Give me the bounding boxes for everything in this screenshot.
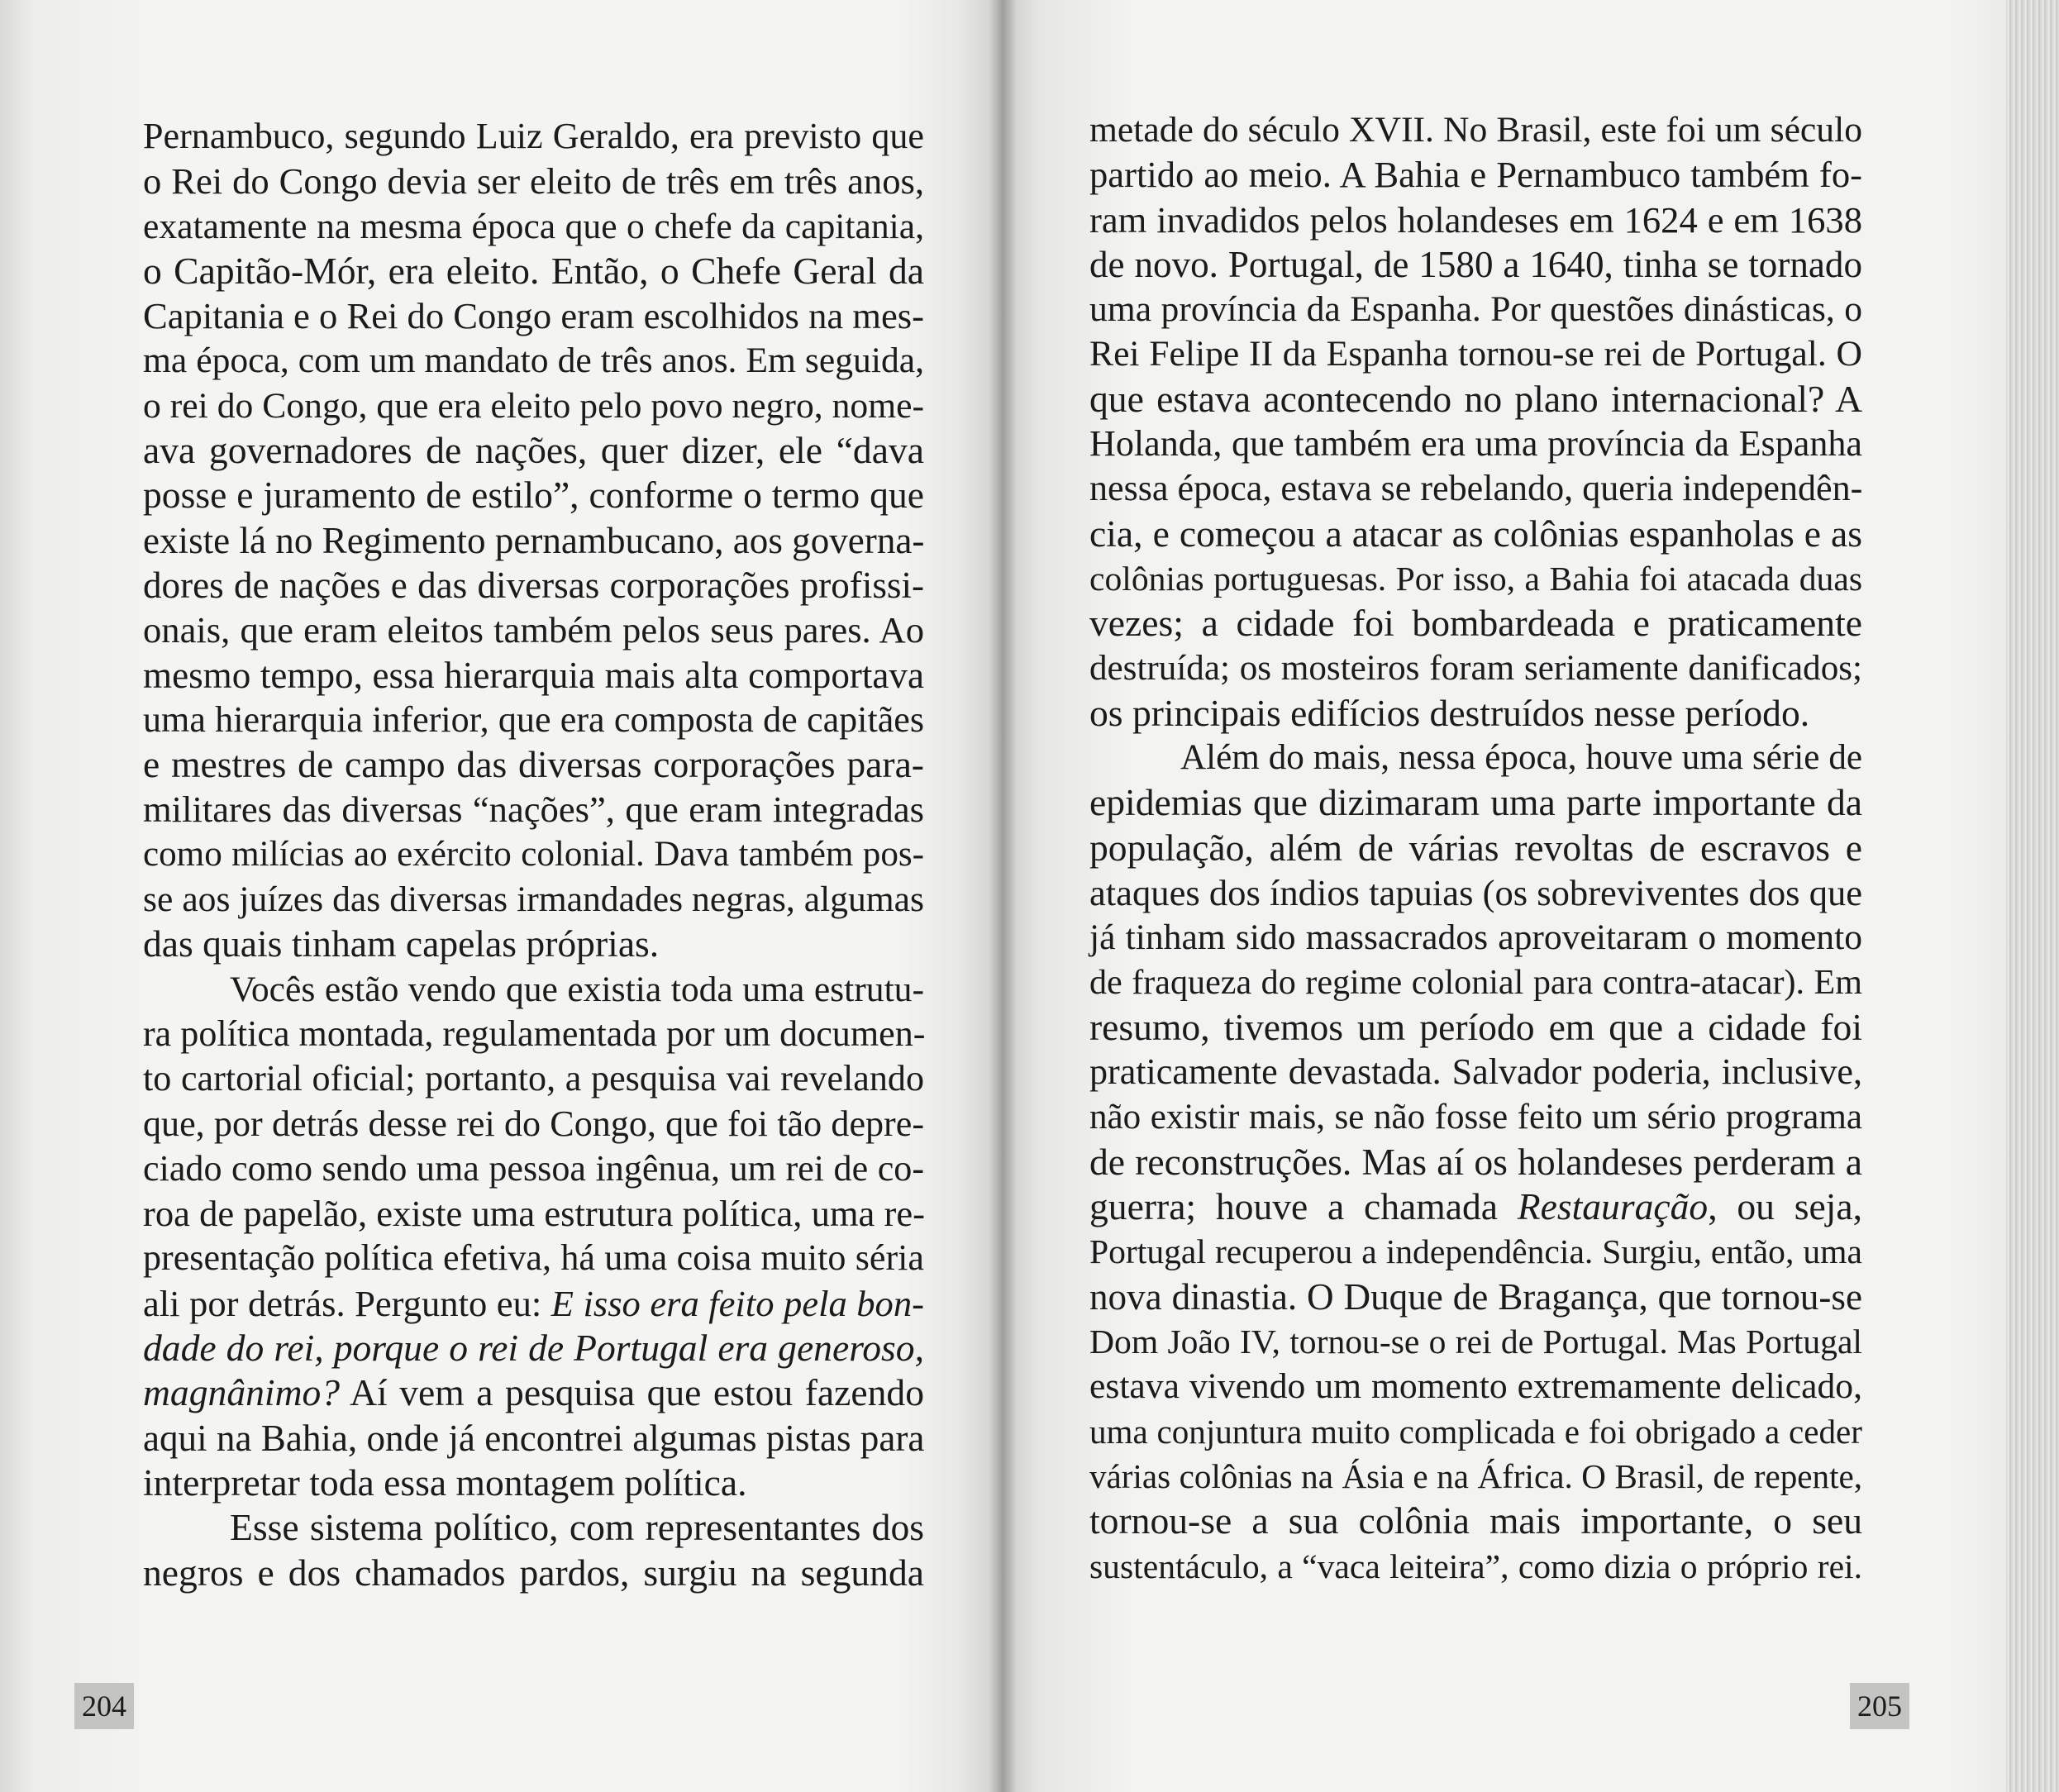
left-page [0,0,1002,1792]
text-line: estava vivendo um momento extremamente delicado, [1089,1366,1862,1407]
text-line: já tinham sido massacrados aproveitaram o momento [1089,917,1862,958]
text-line: uma hierarquia inferior, que era composta de capitães [143,698,924,740]
text-line: de reconstruções. Mas aí os holandeses perderam a [1089,1140,1862,1183]
text-line [143,1281,924,1326]
text-line: Esse sistema político, com representantes dos [230,1506,924,1549]
text-line: aqui na Bahia, onde já encontrei algumas pistas para [143,1417,925,1459]
text-line: o rei do Congo, que era eleito pelo povo negro, nome- [143,385,924,426]
text-line: Holanda, que também era uma província da Espanha [1089,423,1862,465]
italic-text: Restauração [1517,1185,1709,1228]
text-line: negros e dos chamados pardos, surgiu na segunda [143,1551,924,1594]
text-line [1089,1184,1862,1229]
text-line: tornou-se a sua colônia mais importante, o seu [1089,1499,1862,1542]
text-line: militares das diversas “nações”, que eram integradas [143,789,924,831]
page-number: 204 [74,1683,134,1729]
text-line: Portugal recuperou a independência. Surgiu, então, uma [1089,1232,1862,1271]
text-line: ataques dos índios tapuias (os sobreviventes dos que [1089,872,1863,914]
text-line: praticamente devastada. Salvador poderia, inclusive, [1089,1051,1862,1093]
text-line: de fraqueza do regime colonial para contra-atacar). Em [1089,962,1862,1002]
italic-text: dade do rei, porque o rei de Portugal era generoso, [143,1327,924,1370]
text-line: dores de nações e das diversas corporações profissi- [143,564,924,606]
text-line: ma época, com um mandato de três anos. Em seguida, [143,341,924,381]
text-line: de novo. Portugal, de 1580 a 1640, tinha se tornado [1089,243,1862,285]
text-line: Capitania e o Rei do Congo eram escolhidos na mes- [143,295,924,337]
text-line: uma província da Espanha. Por questões dinásticas, o [1089,289,1862,330]
text-line: Vocês estão vendo que existia toda uma estrutu- [230,969,924,1009]
text-line: exatamente na mesma época que o chefe da capitania, [143,206,924,246]
text-line: ra política montada, regulamentada por um documen- [143,1013,926,1054]
text-line: roa de papelão, existe uma estrutura política, uma re- [143,1193,925,1235]
text-line: epidemias que dizimaram uma parte importante da [1089,781,1862,824]
text-line: mesmo tempo, essa hierarquia mais alta comportava [143,654,924,696]
text-line: resumo, tivemos um período em que a cidade foi [1089,1005,1862,1048]
page-number: 205 [1850,1683,1909,1729]
text-line: to cartorial oficial; portanto, a pesquisa vai revelando [143,1058,924,1099]
text-line: presentação política efetiva, há uma coisa muito séria [143,1237,924,1279]
text-line: interpretar toda essa montagem política. [143,1461,747,1504]
italic-text: magnânimo? [143,1371,341,1414]
text-line: onais, que eram eleitos também pelos seus pares. Ao [143,609,924,651]
right-page [1002,0,2006,1792]
text-line: partido ao meio. A Bahia e Pernambuco também fo- [1089,154,1862,196]
text-line: nova dinastia. O Duque de Bragança, que tornou-se [1089,1275,1862,1318]
text-line: que estava acontecendo no plano internacional? A [1089,377,1862,420]
text-line: os principais edifícios destruídos nesse período. [1089,691,1810,734]
text-line: vezes; a cidade foi bombardeada e praticamente [1089,602,1862,645]
text-line: se aos juízes das diversas irmandades negras, algumas [143,879,924,920]
text-line: posse e juramento de estilo”, conforme o termo que [143,474,924,517]
text-line: Além do mais, nessa época, houve uma série de [1180,738,1862,778]
text-line: o Capitão-Mór, era eleito. Então, o Chefe Geral da [143,249,924,292]
text-line: ciado como sendo uma pessoa ingênua, um rei de co- [143,1147,924,1189]
italic-text: E isso era feito pela bon- [550,1282,924,1324]
text-line: das quais tinham capelas próprias. [143,922,660,965]
text-line: o Rei do Congo devia ser eleito de três em três anos, [143,160,924,203]
text-line: ava governadores de nações, quer dizer, ele “dava [143,429,924,472]
text-line: metade do século XVII. No Brasil, este foi um século [1089,110,1862,150]
text-run: , ou seja, [1708,1185,1862,1228]
text-line: sustentáculo, a “vaca leiteira”, como dizia o próprio rei. [1089,1547,1862,1585]
text-run: guerra; houve a chamada [1089,1185,1518,1228]
text-line: ram invadidos pelos holandeses em 1624 e em 1638 [1089,198,1862,241]
text-line: várias colônias na Ásia e na África. O Brasil, de repente, [1089,1456,1862,1495]
text-run: Aí vem a pesquisa que estou fazendo [340,1371,924,1414]
text-line: e mestres de campo das diversas corporações para- [143,743,924,786]
text-line: uma conjuntura muito complicada e foi obrigado a ceder [1089,1412,1862,1451]
text-line: existe lá no Regimento pernambucano, aos governa- [143,519,925,561]
right-page-body [1089,107,1862,1589]
text-line: cia, e começou a atacar as colônias espanholas e as [1089,512,1862,555]
text-line: destruída; os mosteiros foram seriamente danificados; [1089,648,1862,688]
text-line [143,1370,924,1415]
page-edge-stack [2006,0,2059,1792]
text-line: nessa época, estava se rebelando, queria independên- [1089,468,1863,509]
text-line: população, além de várias revoltas de escravos e [1089,826,1862,869]
left-page-body [143,114,924,1595]
text-line: Dom João IV, tornou-se o rei de Portugal. Mas Portugal [1089,1323,1862,1361]
text-line: Rei Felipe II da Espanha tornou-se rei de Portugal. O [1089,334,1862,374]
text-line: colônias portuguesas. Por isso, a Bahia foi atacada duas [1089,559,1862,598]
book-gutter [989,0,1017,1792]
text-line: como milícias ao exército colonial. Dava também pos- [143,834,924,874]
text-line: que, por detrás desse rei do Congo, que foi tão depre- [143,1103,924,1144]
text-line: Pernambuco, segundo Luiz Geraldo, era previsto que [143,116,924,156]
text-line: não existir mais, se não fosse feito um sério programa [1089,1097,1862,1137]
text-run: ali por detrás. Pergunto eu: [143,1282,551,1324]
text-line [143,1326,924,1370]
